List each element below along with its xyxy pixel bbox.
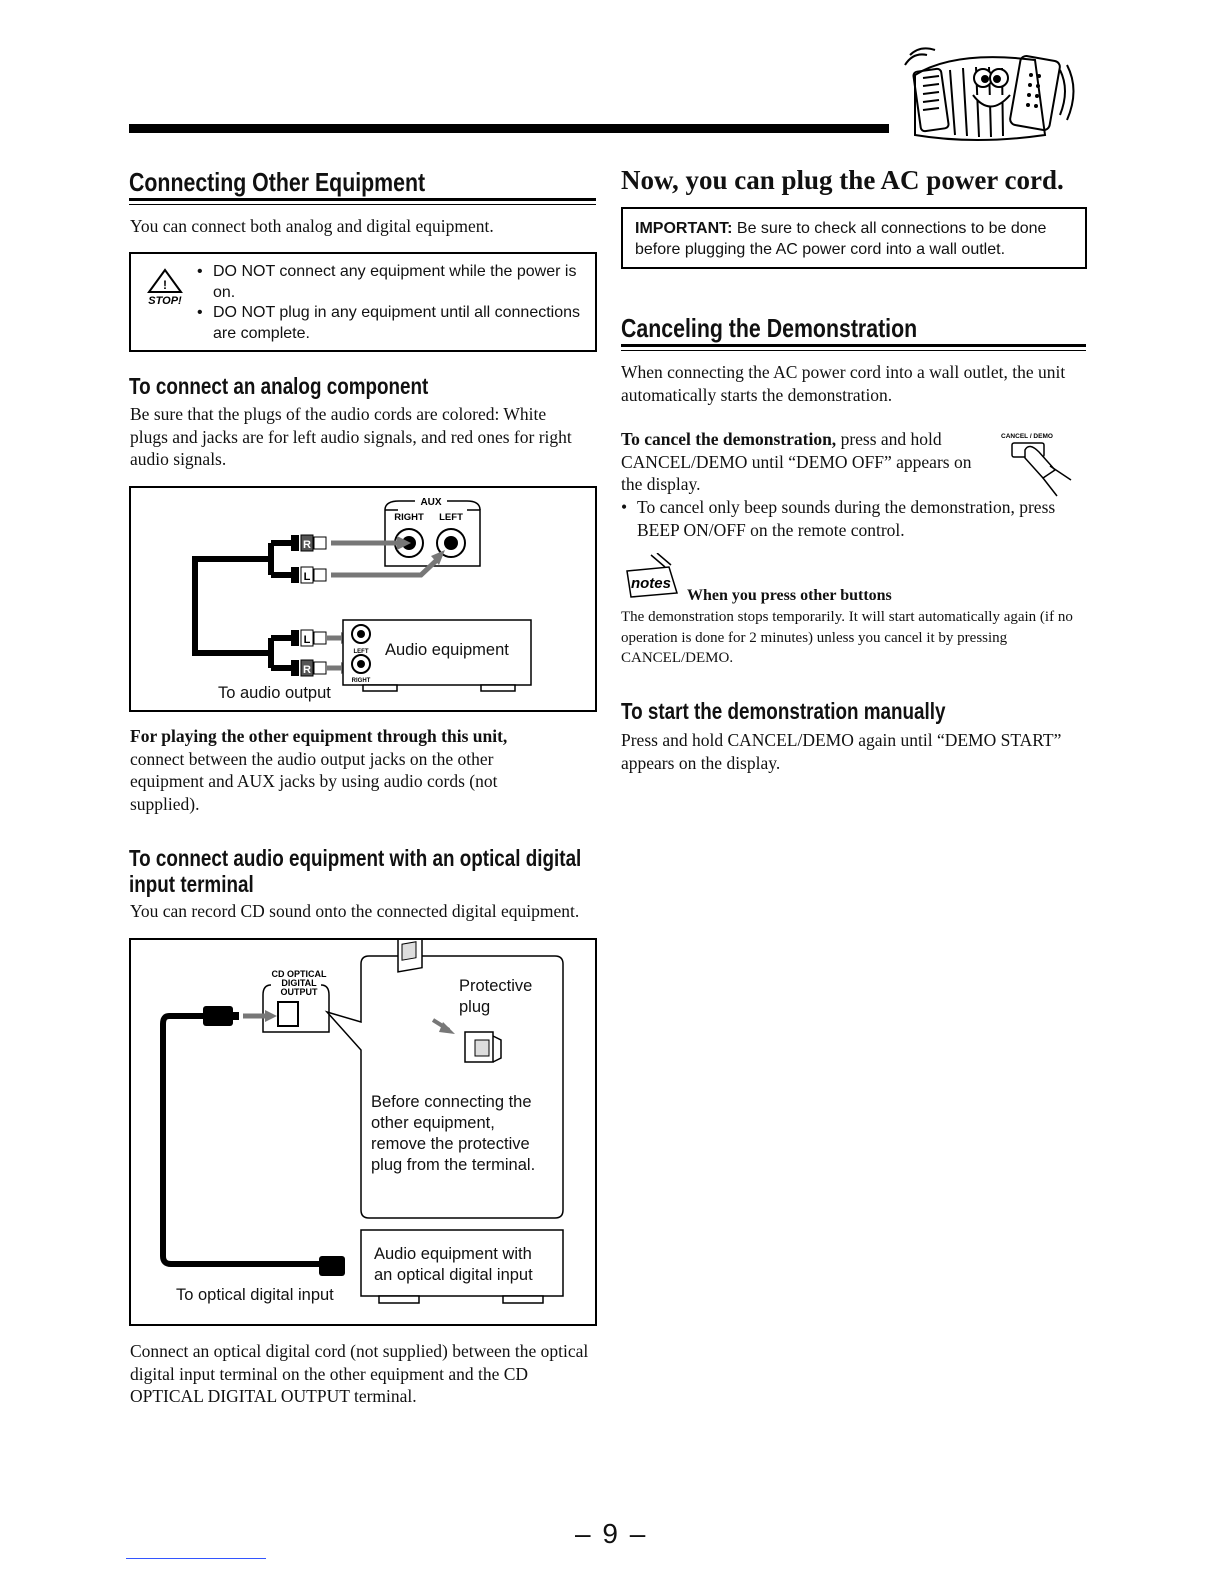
aux-right-label: RIGHT xyxy=(394,512,424,523)
intro-text: You can connect both analog and digital equipment. xyxy=(130,216,494,236)
important-box xyxy=(621,207,1087,269)
header-rule xyxy=(129,124,889,133)
optical-diagram xyxy=(129,938,597,1326)
plug-r-upper xyxy=(291,535,326,551)
warning-item: • DO NOT connect any equipment while the power is on. xyxy=(197,262,587,303)
cancel-paragraph xyxy=(621,428,981,496)
analog-text: Be sure that the plugs of the audio cords are colored: White plugs and jacks are for left audio signals, and red ones for right audio signals. xyxy=(130,404,572,469)
analog-paragraph-rest: connect between the audio output jacks on the other equipment and AUX jacks by using audio cords (not supplied). xyxy=(130,748,498,814)
footer-link-line xyxy=(126,1558,266,1559)
callout-text: Before connecting the other equipment, remove the protective plug from the terminal. xyxy=(371,1093,536,1174)
notes-text: The demonstration stops temporarily. It will start automatically again (if no operation is done for 2 minutes) unless you cancel it by pressing CANCEL/DEMO. xyxy=(621,609,1073,666)
plug-l-label: L xyxy=(303,571,311,583)
important-text: Be sure to check all connections to be done before plugging the AC power cord into a wall outlet. xyxy=(635,220,1047,258)
optical-closing: Connect an optical digital cord (not supplied) between the optical digital input terminal on the other equipment and the CD OPTICAL DIGITAL OUTPUT terminal. xyxy=(130,1341,589,1406)
plug-r-label: R xyxy=(303,539,311,551)
optical-device-label: Audio equipment with an optical digital input xyxy=(374,1245,533,1284)
warning-list xyxy=(197,262,587,344)
cancel-demo-button-icon xyxy=(995,430,1085,500)
analog-paragraph-bold: For playing the other equipment through this unit, xyxy=(130,726,508,746)
optical-input-label: To optical digital input xyxy=(176,1286,334,1304)
audio-output-label: To audio output xyxy=(218,684,331,702)
device-right-label: RIGHT xyxy=(351,678,371,684)
section-rule xyxy=(129,198,596,201)
demo-title: Canceling the Demonstration xyxy=(621,313,918,343)
aux-label: AUX xyxy=(420,497,442,508)
warning-box xyxy=(129,252,597,352)
notes-icon xyxy=(621,553,683,603)
terminal-line3: OUTPUT xyxy=(280,987,318,997)
optical-text: You can record CD sound onto the connected digital equipment. xyxy=(130,901,580,921)
audio-equipment-label: Audio equipment xyxy=(385,641,509,659)
aux-left-label: LEFT xyxy=(439,512,463,523)
section-title: Connecting Other Equipment xyxy=(129,167,426,197)
cancel-demo-label: CANCEL / DEMO xyxy=(1001,433,1053,440)
notes-title: When you press other buttons xyxy=(687,587,892,604)
protective-plug-label: Protective plug xyxy=(459,977,533,1016)
svg-text:!: ! xyxy=(163,278,167,292)
beep-note-list xyxy=(621,496,1086,541)
device-left-label: LEFT xyxy=(353,649,369,655)
analog-paragraph xyxy=(130,725,560,815)
plug-r-label: R xyxy=(303,664,311,676)
analog-diagram xyxy=(129,486,597,712)
terminal-line2: DIGITAL xyxy=(281,978,317,988)
beep-note: • To cancel only beep sounds during the demonstration, press BEEP ON/OFF on the remote control. xyxy=(621,496,1086,541)
cancel-bold: To cancel the demonstration, xyxy=(621,429,837,449)
important-label: IMPORTANT: xyxy=(635,220,733,237)
stop-warning-icon xyxy=(141,268,189,308)
power-title: Now, you can plug the AC power cord. xyxy=(621,165,1064,195)
analog-heading: To connect an analog component xyxy=(129,373,429,399)
terminal-line1: CD OPTICAL xyxy=(271,969,327,979)
plug-l-upper xyxy=(291,567,326,583)
cancel-rest: press and hold CANCEL/DEMO until “DEMO OFF” appears on the display. xyxy=(621,429,972,494)
accordion-mascot-icon xyxy=(895,40,1080,150)
manual-text: Press and hold CANCEL/DEMO again until “DEMO START” appears on the display. xyxy=(621,730,1062,773)
notes-icon-label: notes xyxy=(630,575,672,592)
demo-intro: When connecting the AC power cord into a wall outlet, the unit automatically starts the demonstration. xyxy=(621,362,1066,405)
demo-rule xyxy=(621,344,1086,347)
stop-label: STOP! xyxy=(148,295,182,307)
plug-l-label: L xyxy=(303,634,311,646)
warning-item: • DO NOT plug in any equipment until all connections are complete. xyxy=(197,303,587,344)
manual-heading: To start the demonstration manually xyxy=(621,698,946,724)
page-number: – 9 – xyxy=(575,1518,648,1549)
optical-heading: To connect audio equipment with an optical digital input terminal xyxy=(129,845,582,897)
